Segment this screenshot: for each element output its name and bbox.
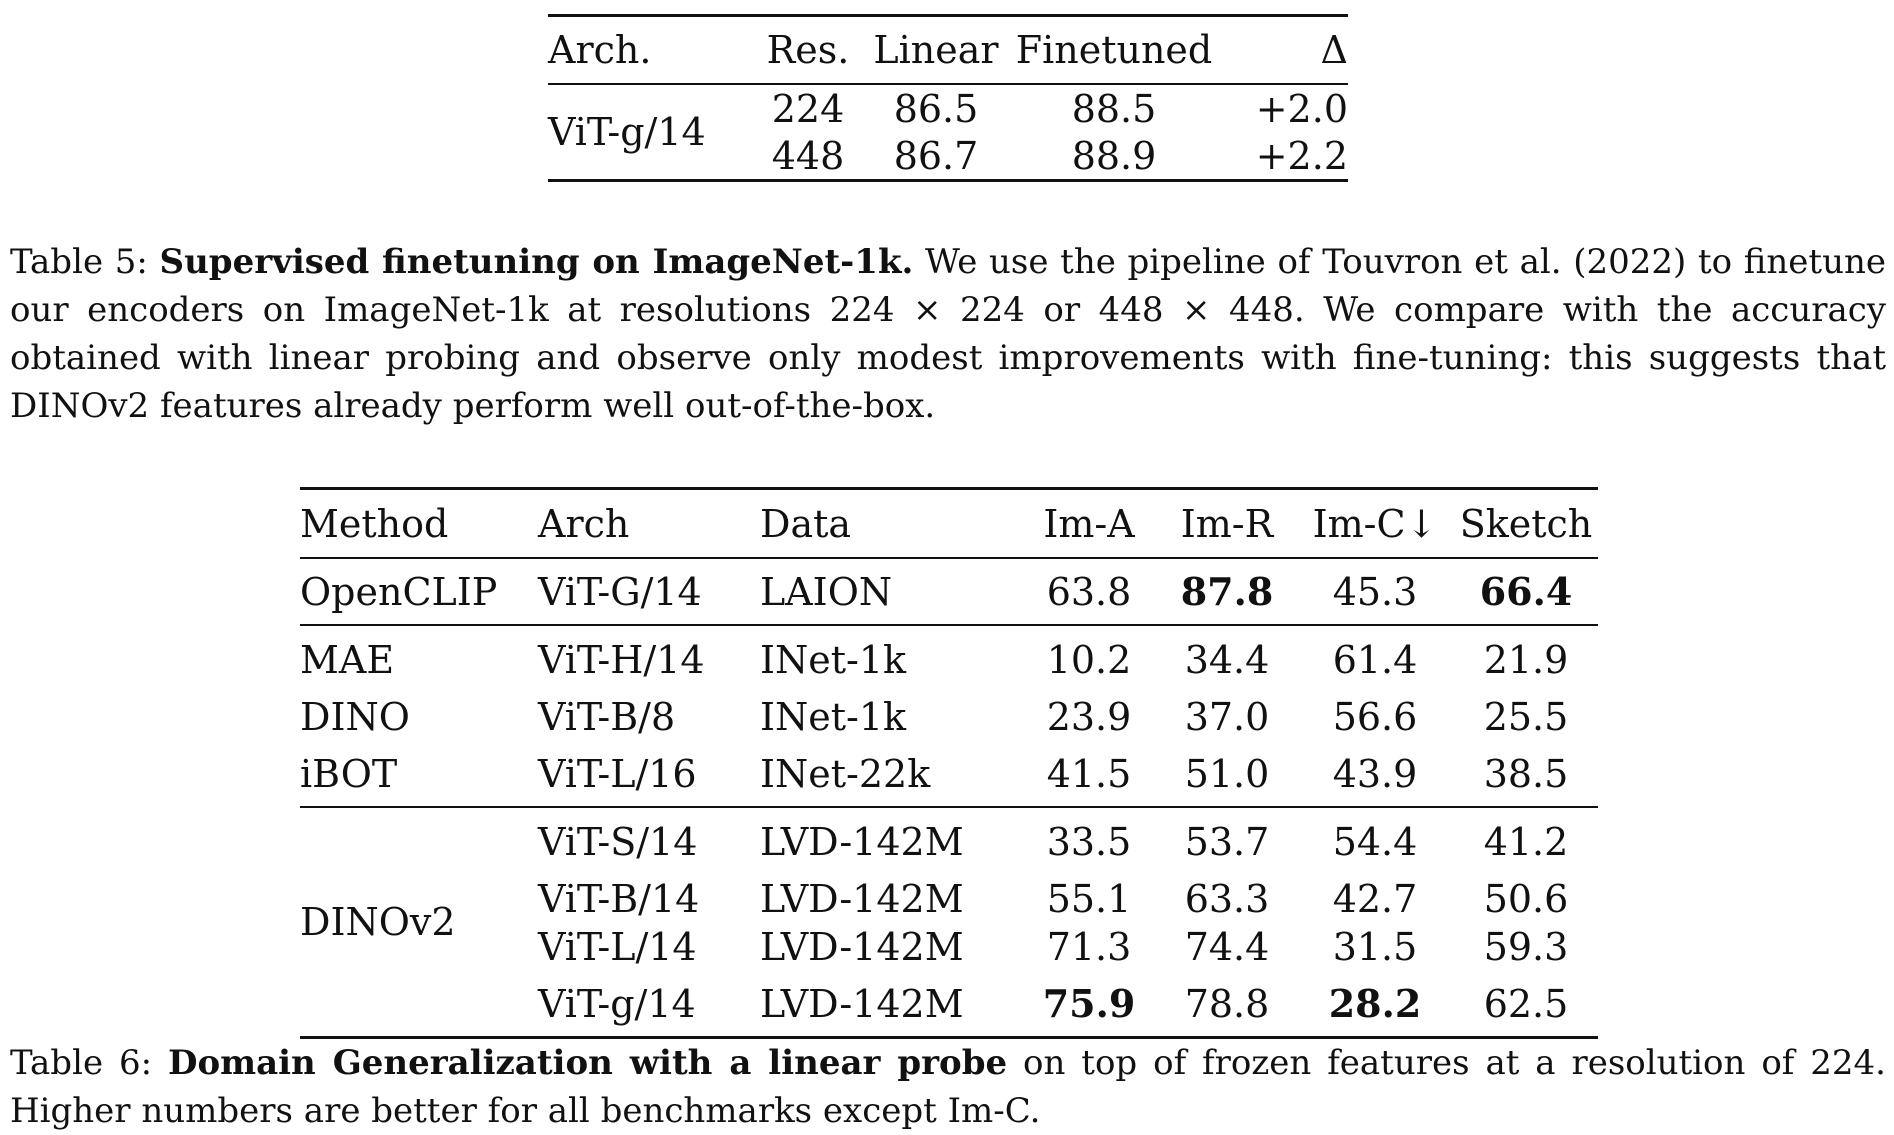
- header-im-c: Im-C↓: [1296, 489, 1454, 559]
- im-a-cell: 55.1: [1046, 877, 1132, 921]
- im-a-cell: 23.9: [1046, 695, 1132, 739]
- sketch-cell: 21.9: [1483, 637, 1569, 682]
- im-a-cell: 33.5: [1046, 819, 1132, 864]
- im-c-cell: 42.7: [1332, 877, 1418, 921]
- im-c-cell: 56.6: [1332, 695, 1418, 739]
- table-5-caption: [10, 238, 1886, 430]
- im-r-cell: 63.3: [1184, 877, 1270, 921]
- header-delta: Δ: [1216, 16, 1348, 85]
- header-arch: Arch.: [548, 16, 756, 85]
- data-cell: LVD-142M: [760, 925, 964, 969]
- arch-cell: ViT-H/14: [538, 637, 705, 682]
- im-r-cell: [1158, 558, 1296, 625]
- arch-cell: ViT-G/14: [538, 569, 702, 614]
- arch-cell: ViT-g/14: [538, 981, 696, 1026]
- im-r-cell: 74.4: [1184, 925, 1270, 969]
- table-6: [300, 487, 1598, 1039]
- res-cell: 224: [771, 86, 845, 131]
- im-c-cell: [1296, 971, 1454, 1038]
- sketch-cell: 41.2: [1483, 819, 1569, 864]
- im-c-cell: 43.9: [1332, 751, 1418, 796]
- data-cell: INet-1k: [760, 637, 907, 682]
- im-c-cell: 31.5: [1332, 925, 1418, 969]
- data-cell: LVD-142M: [760, 877, 964, 921]
- im-r-cell: 37.0: [1184, 695, 1270, 739]
- caption-text: We use the pipeline of Touvron et al. (2022) to finetune our encoders on ImageNet-1k at resolutions 224 × 224 or 448 × 448. We compare with the accuracy obtained with linear probing and observe only modest improvements with fine-tuning: this suggests that DINOv2 features already perform well out-of-the-box.: [10, 242, 1886, 426]
- table-row: [548, 84, 1348, 132]
- header-finetuned: Finetuned: [1012, 16, 1216, 85]
- best-value: 66.4: [1479, 568, 1573, 614]
- arch-cell: ViT-L/14: [538, 925, 697, 969]
- arch-cell: ViT-L/16: [538, 751, 697, 796]
- header-arch: Arch: [538, 489, 760, 559]
- sketch-cell: 50.6: [1483, 877, 1569, 921]
- im-a-cell: [1020, 971, 1158, 1038]
- arch-cell: ViT-S/14: [538, 819, 698, 864]
- im-a-cell: 10.2: [1046, 637, 1132, 682]
- table-row: [300, 693, 1598, 741]
- data-cell: INet-22k: [760, 751, 931, 796]
- header-data: Data: [760, 489, 1020, 559]
- header-sketch: Sketch: [1454, 489, 1598, 559]
- method-cell: iBOT: [300, 751, 398, 796]
- table-row: [300, 625, 1598, 693]
- header-res: Res.: [756, 16, 860, 85]
- method-cell: DINO: [300, 695, 410, 739]
- im-r-cell: 53.7: [1184, 819, 1270, 864]
- header-im-a: Im-A: [1020, 489, 1158, 559]
- method-cell: MAE: [300, 637, 395, 682]
- method-cell: OpenCLIP: [300, 569, 498, 614]
- data-cell: LAION: [760, 569, 893, 614]
- arch-cell: ViT-g/14: [548, 110, 706, 154]
- caption-text: on top of frozen features at a resolution of 224. Higher numbers are better for all benchmarks except Im-C.: [10, 1043, 1886, 1131]
- header-method: Method: [300, 489, 538, 559]
- linear-cell: 86.7: [893, 133, 979, 178]
- table-5: [548, 14, 1348, 182]
- sketch-cell: 25.5: [1483, 695, 1569, 739]
- header-linear: Linear: [860, 16, 1012, 85]
- im-a-cell: 71.3: [1046, 925, 1132, 969]
- table-5-header-row: [548, 16, 1348, 85]
- finetuned-cell: 88.9: [1071, 133, 1157, 178]
- linear-cell: 86.5: [893, 86, 979, 131]
- im-c-cell: 54.4: [1332, 819, 1418, 864]
- res-cell: 448: [771, 133, 845, 178]
- best-value: 87.8: [1180, 568, 1274, 614]
- table-row: [300, 741, 1598, 807]
- table-6-header-row: [300, 489, 1598, 559]
- data-cell: LVD-142M: [760, 981, 964, 1026]
- method-cell: DINOv2: [300, 900, 456, 944]
- table-6-caption: [10, 1039, 1886, 1135]
- finetuned-cell: 88.5: [1071, 86, 1157, 131]
- delta-cell: +2.2: [1255, 133, 1348, 178]
- arch-cell: ViT-B/8: [538, 695, 676, 739]
- caption-label: Table 5:: [10, 242, 148, 282]
- arch-cell: ViT-B/14: [538, 877, 700, 921]
- caption-title: Domain Generalization with a linear probe: [167, 1043, 1008, 1083]
- im-a-cell: 63.8: [1046, 569, 1132, 614]
- sketch-cell: [1454, 558, 1598, 625]
- caption-title: Supervised finetuning on ImageNet-1k.: [159, 242, 914, 282]
- caption-label: Table 6:: [10, 1043, 153, 1083]
- im-a-cell: 41.5: [1046, 751, 1132, 796]
- data-cell: INet-1k: [760, 695, 907, 739]
- table-row: [300, 807, 1598, 875]
- im-r-cell: 51.0: [1184, 751, 1270, 796]
- table-row: [300, 558, 1598, 625]
- im-r-cell: 78.8: [1184, 981, 1270, 1026]
- best-value: 28.2: [1328, 980, 1422, 1026]
- header-im-r: Im-R: [1158, 489, 1296, 559]
- data-cell: LVD-142M: [760, 819, 964, 864]
- sketch-cell: 38.5: [1483, 751, 1569, 796]
- im-r-cell: 34.4: [1184, 637, 1270, 682]
- best-value: 75.9: [1042, 980, 1136, 1026]
- delta-cell: +2.0: [1255, 86, 1348, 131]
- im-c-cell: 61.4: [1332, 637, 1418, 682]
- im-c-cell: 45.3: [1332, 569, 1418, 614]
- sketch-cell: 59.3: [1483, 925, 1569, 969]
- sketch-cell: 62.5: [1483, 981, 1569, 1026]
